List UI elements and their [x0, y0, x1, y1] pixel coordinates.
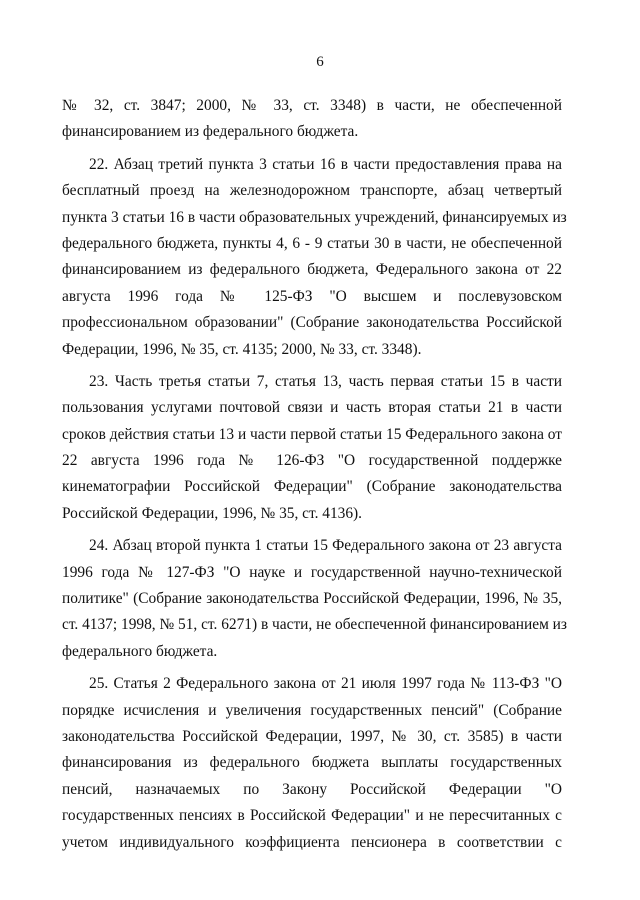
text-line: Федерации, 1996, № 35, ст. 4135; 2000, № 33, ст. 3348).: [62, 340, 422, 358]
text-line: финансирования из федерального бюджета выплаты государственных: [62, 754, 562, 772]
document-body: [62, 93, 567, 862]
text-line: пенсий, назначаемых по Закону Российской Федерации "О: [62, 780, 562, 798]
text-line: бесплатный проезд на железнодорожном транспорте, абзац четвертый: [62, 182, 562, 200]
text-line: августа 1996 года № 125-ФЗ "О высшем и послевузовском: [62, 287, 562, 305]
text-line: финансированием из федерального бюджета, Федерального закона от 22: [62, 261, 562, 279]
text-line: 22 августа 1996 года № 126-ФЗ "О государственной поддержке: [62, 452, 562, 470]
text-line: № 32, ст. 3847; 2000, № 33, ст. 3348) в части, не обеспеченной: [62, 97, 562, 114]
paragraph-continuation: [62, 93, 562, 146]
text-line: пользования услугами почтовой связи и часть вторая статьи 21 в части: [62, 399, 562, 417]
text-line: 1996 года № 127-ФЗ "О науке и государственной научно-технической: [62, 563, 562, 581]
text-line: законодательства Российской Федерации, 1997, № 30, ст. 3585) в части: [62, 727, 562, 745]
paragraph-item-22: [62, 152, 567, 363]
text-line: финансированием из федерального бюджета.: [62, 123, 359, 141]
text-line: учетом индивидуального коэффициента пенсионера в соответствии с: [62, 833, 562, 851]
text-line: ст. 4137; 1998, № 51, ст. 6271) в части, не обеспеченной финансированием из: [62, 616, 567, 634]
text-line: 24. Абзац второй пункта 1 статьи 15 Федерального закона от 23 августа: [89, 537, 562, 555]
text-line: профессиональном образовании" (Собрание законодательства Российской: [62, 314, 562, 332]
text-line: порядке исчисления и увеличения государственных пенсий" (Собрание: [62, 701, 562, 719]
text-line: сроков действия статьи 13 и части первой статьи 15 Федерального закона от: [62, 425, 562, 443]
paragraph-item-23: [62, 369, 562, 527]
text-line: Российской Федерации, 1996, № 35, ст. 4136).: [62, 504, 363, 522]
text-line: 23. Часть третья статьи 7, статья 13, часть первая статьи 15 в части: [89, 372, 562, 390]
page-number: 6: [316, 54, 324, 70]
text-line: кинематографии Российской Федерации" (Собрание законодательства: [62, 478, 562, 496]
text-line: пункта 3 статьи 16 в части образовательных учреждений, финансируемых из: [62, 208, 567, 226]
paragraph-item-24: [62, 533, 567, 665]
text-line: 22. Абзац третий пункта 3 статьи 16 в части предоставления права на: [89, 155, 562, 173]
paragraph-item-25: [62, 671, 562, 856]
text-line: 25. Статья 2 Федерального закона от 21 июля 1997 года № 113-ФЗ "О: [89, 675, 562, 693]
text-line: федерального бюджета, пункты 4, 6 - 9 статьи 30 в части, не обеспеченной: [62, 234, 562, 252]
text-line: государственных пенсиях в Российской Федерации" и не пересчитанных с: [62, 807, 562, 825]
text-line: политике" (Собрание законодательства Российской Федерации, 1996, № 35,: [62, 590, 562, 608]
text-line: федерального бюджета.: [62, 642, 218, 660]
